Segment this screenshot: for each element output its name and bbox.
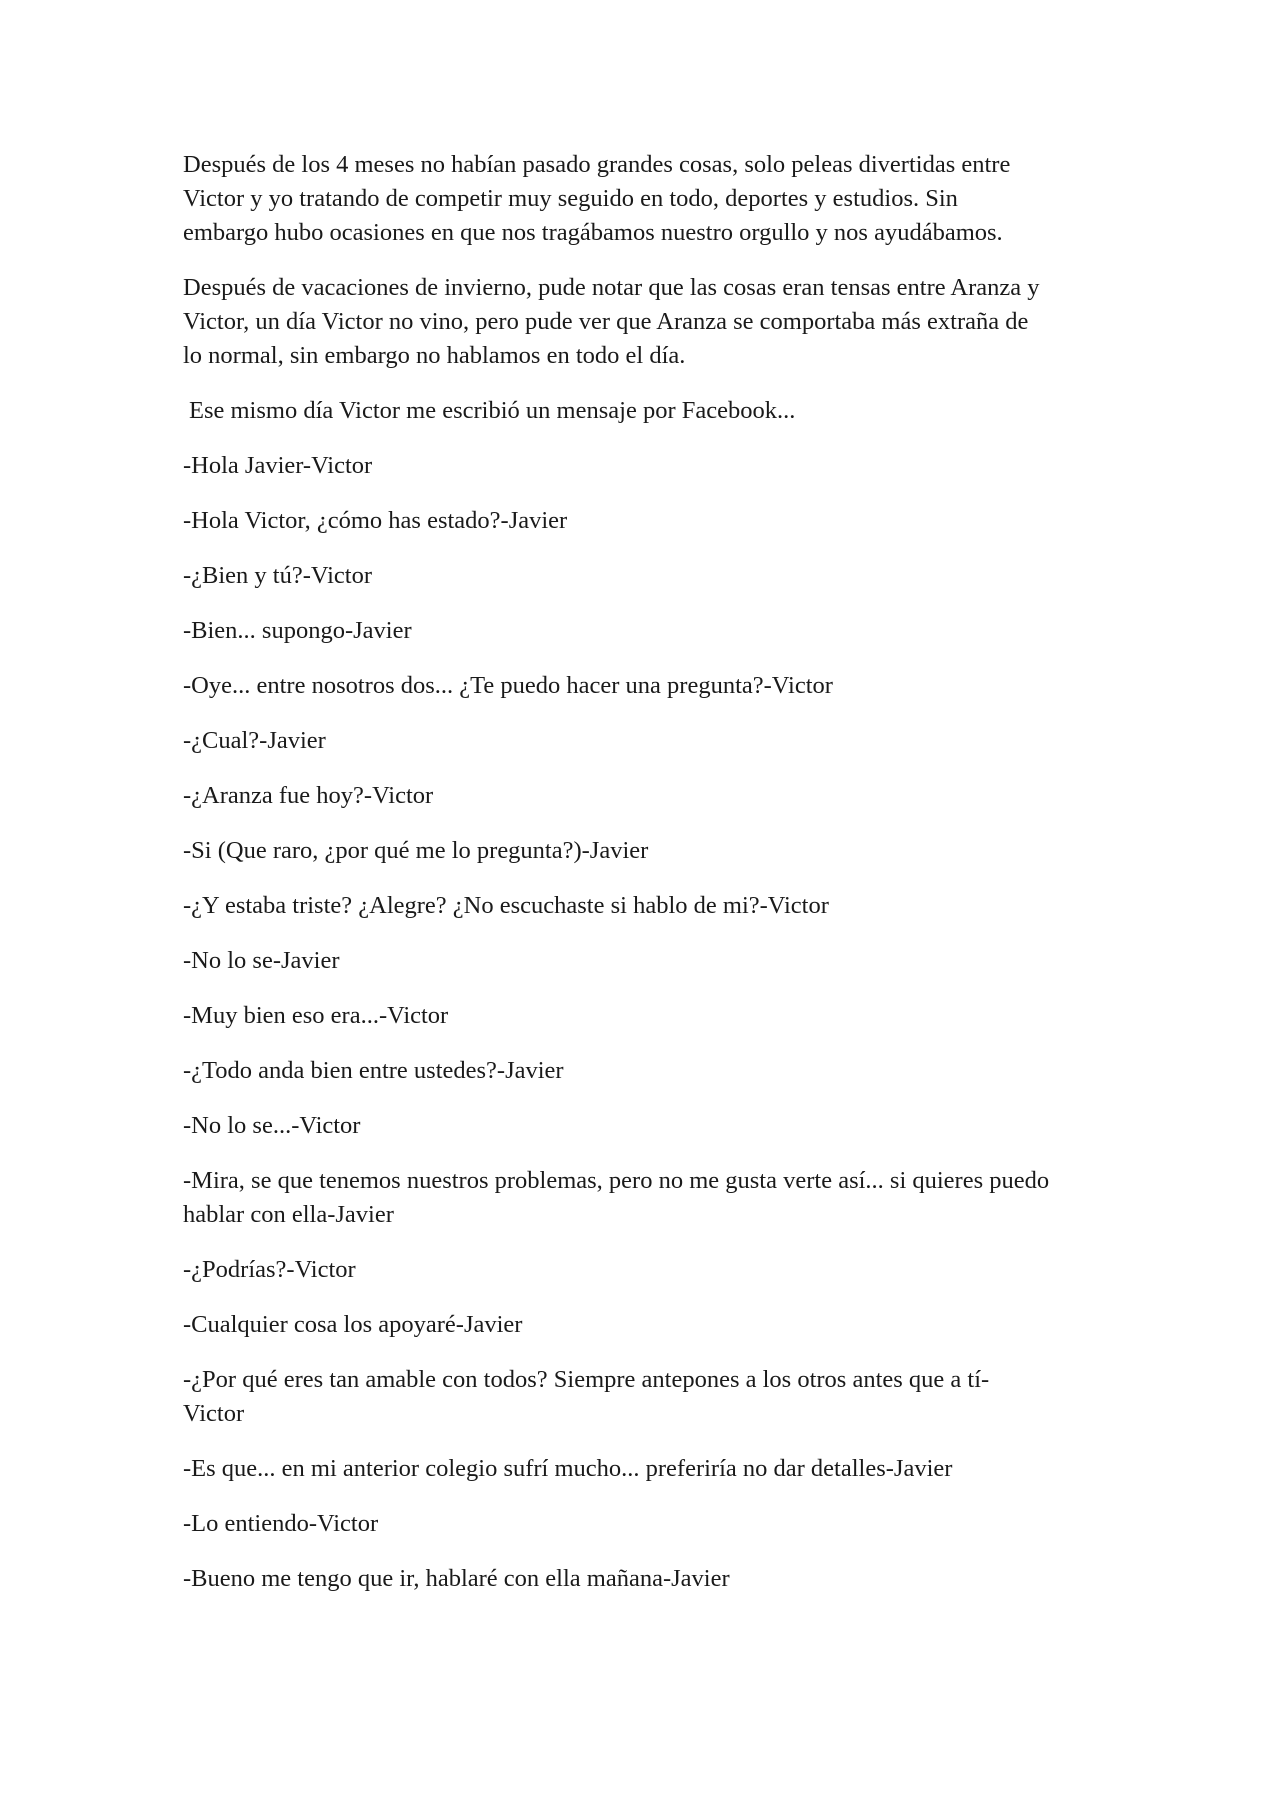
dialogue-line xyxy=(183,614,1098,648)
text-line: Ese mismo día Victor me escribió un mensaje por Facebook... xyxy=(189,397,796,424)
dialogue-line xyxy=(183,1507,1098,1541)
text-line: -Es que... en mi anterior colegio sufrí mucho... preferiría no dar detalles-Javier xyxy=(183,1455,953,1482)
document-body xyxy=(183,148,1098,1617)
text-line: -Cualquier cosa los apoyaré-Javier xyxy=(183,1311,523,1338)
text-line: Después de los 4 meses no habían pasado grandes cosas, solo peleas divertidas entre xyxy=(183,151,1011,178)
dialogue-line xyxy=(183,1562,1098,1596)
text-line: -Si (Que raro, ¿por qué me lo pregunta?)-Javier xyxy=(183,837,649,864)
text-line: -Muy bien eso era...-Victor xyxy=(183,1002,449,1029)
narrative-paragraph-1 xyxy=(183,148,1098,250)
text-line: Victor xyxy=(183,1400,245,1427)
dialogue-line xyxy=(183,724,1098,758)
dialogue-line xyxy=(183,1452,1098,1486)
text-line: -Lo entiendo-Victor xyxy=(183,1510,379,1537)
narrative-paragraph-2 xyxy=(183,271,1098,373)
dialogue-line xyxy=(183,1253,1098,1287)
text-line: -Mira, se que tenemos nuestros problemas, pero no me gusta verte así... si quieres puedo xyxy=(183,1167,1050,1194)
dialogue-line xyxy=(183,999,1098,1033)
text-line: -¿Cual?-Javier xyxy=(183,727,326,754)
text-line: Victor y yo tratando de competir muy seguido en todo, deportes y estudios. Sin xyxy=(183,185,958,212)
dialogue-line xyxy=(183,779,1098,813)
dialogue-line xyxy=(183,449,1098,483)
text-line: -¿Bien y tú?-Victor xyxy=(183,562,373,589)
text-line: -¿Podrías?-Victor xyxy=(183,1256,356,1283)
text-line: -¿Todo anda bien entre ustedes?-Javier xyxy=(183,1057,564,1084)
text-line: -¿Por qué eres tan amable con todos? Siempre antepones a los otros antes que a tí- xyxy=(183,1366,990,1393)
text-line: -Oye... entre nosotros dos... ¿Te puedo hacer una pregunta?-Victor xyxy=(183,672,833,699)
dialogue-line xyxy=(183,1054,1098,1088)
text-line: lo normal, sin embargo no hablamos en todo el día. xyxy=(183,342,686,369)
dialogue-line xyxy=(183,1109,1098,1143)
dialogue-line xyxy=(183,1363,1098,1431)
text-line: -No lo se-Javier xyxy=(183,947,340,974)
dialogue-line xyxy=(183,1164,1098,1232)
dialogue-line xyxy=(183,834,1098,868)
narrative-paragraph-3 xyxy=(183,394,1098,428)
dialogue-line xyxy=(183,1308,1098,1342)
text-line: -Hola Victor, ¿cómo has estado?-Javier xyxy=(183,507,568,534)
text-line: -Bien... supongo-Javier xyxy=(183,617,412,644)
text-line: -No lo se...-Victor xyxy=(183,1112,361,1139)
dialogue-line xyxy=(183,504,1098,538)
text-line: -Bueno me tengo que ir, hablaré con ella mañana-Javier xyxy=(183,1565,730,1592)
text-line: Después de vacaciones de invierno, pude notar que las cosas eran tensas entre Aranza y xyxy=(183,274,1040,301)
text-line: -¿Y estaba triste? ¿Alegre? ¿No escuchaste si hablo de mi?-Victor xyxy=(183,892,829,919)
text-line: -Hola Javier-Victor xyxy=(183,452,373,479)
text-line: Victor, un día Victor no vino, pero pude ver que Aranza se comportaba más extraña de xyxy=(183,308,1029,335)
dialogue-line xyxy=(183,559,1098,593)
text-line: hablar con ella-Javier xyxy=(183,1201,394,1228)
dialogue-line xyxy=(183,889,1098,923)
dialogue-line xyxy=(183,944,1098,978)
text-line: -¿Aranza fue hoy?-Victor xyxy=(183,782,434,809)
text-line: embargo hubo ocasiones en que nos tragábamos nuestro orgullo y nos ayudábamos. xyxy=(183,219,1003,246)
dialogue-line xyxy=(183,669,1098,703)
